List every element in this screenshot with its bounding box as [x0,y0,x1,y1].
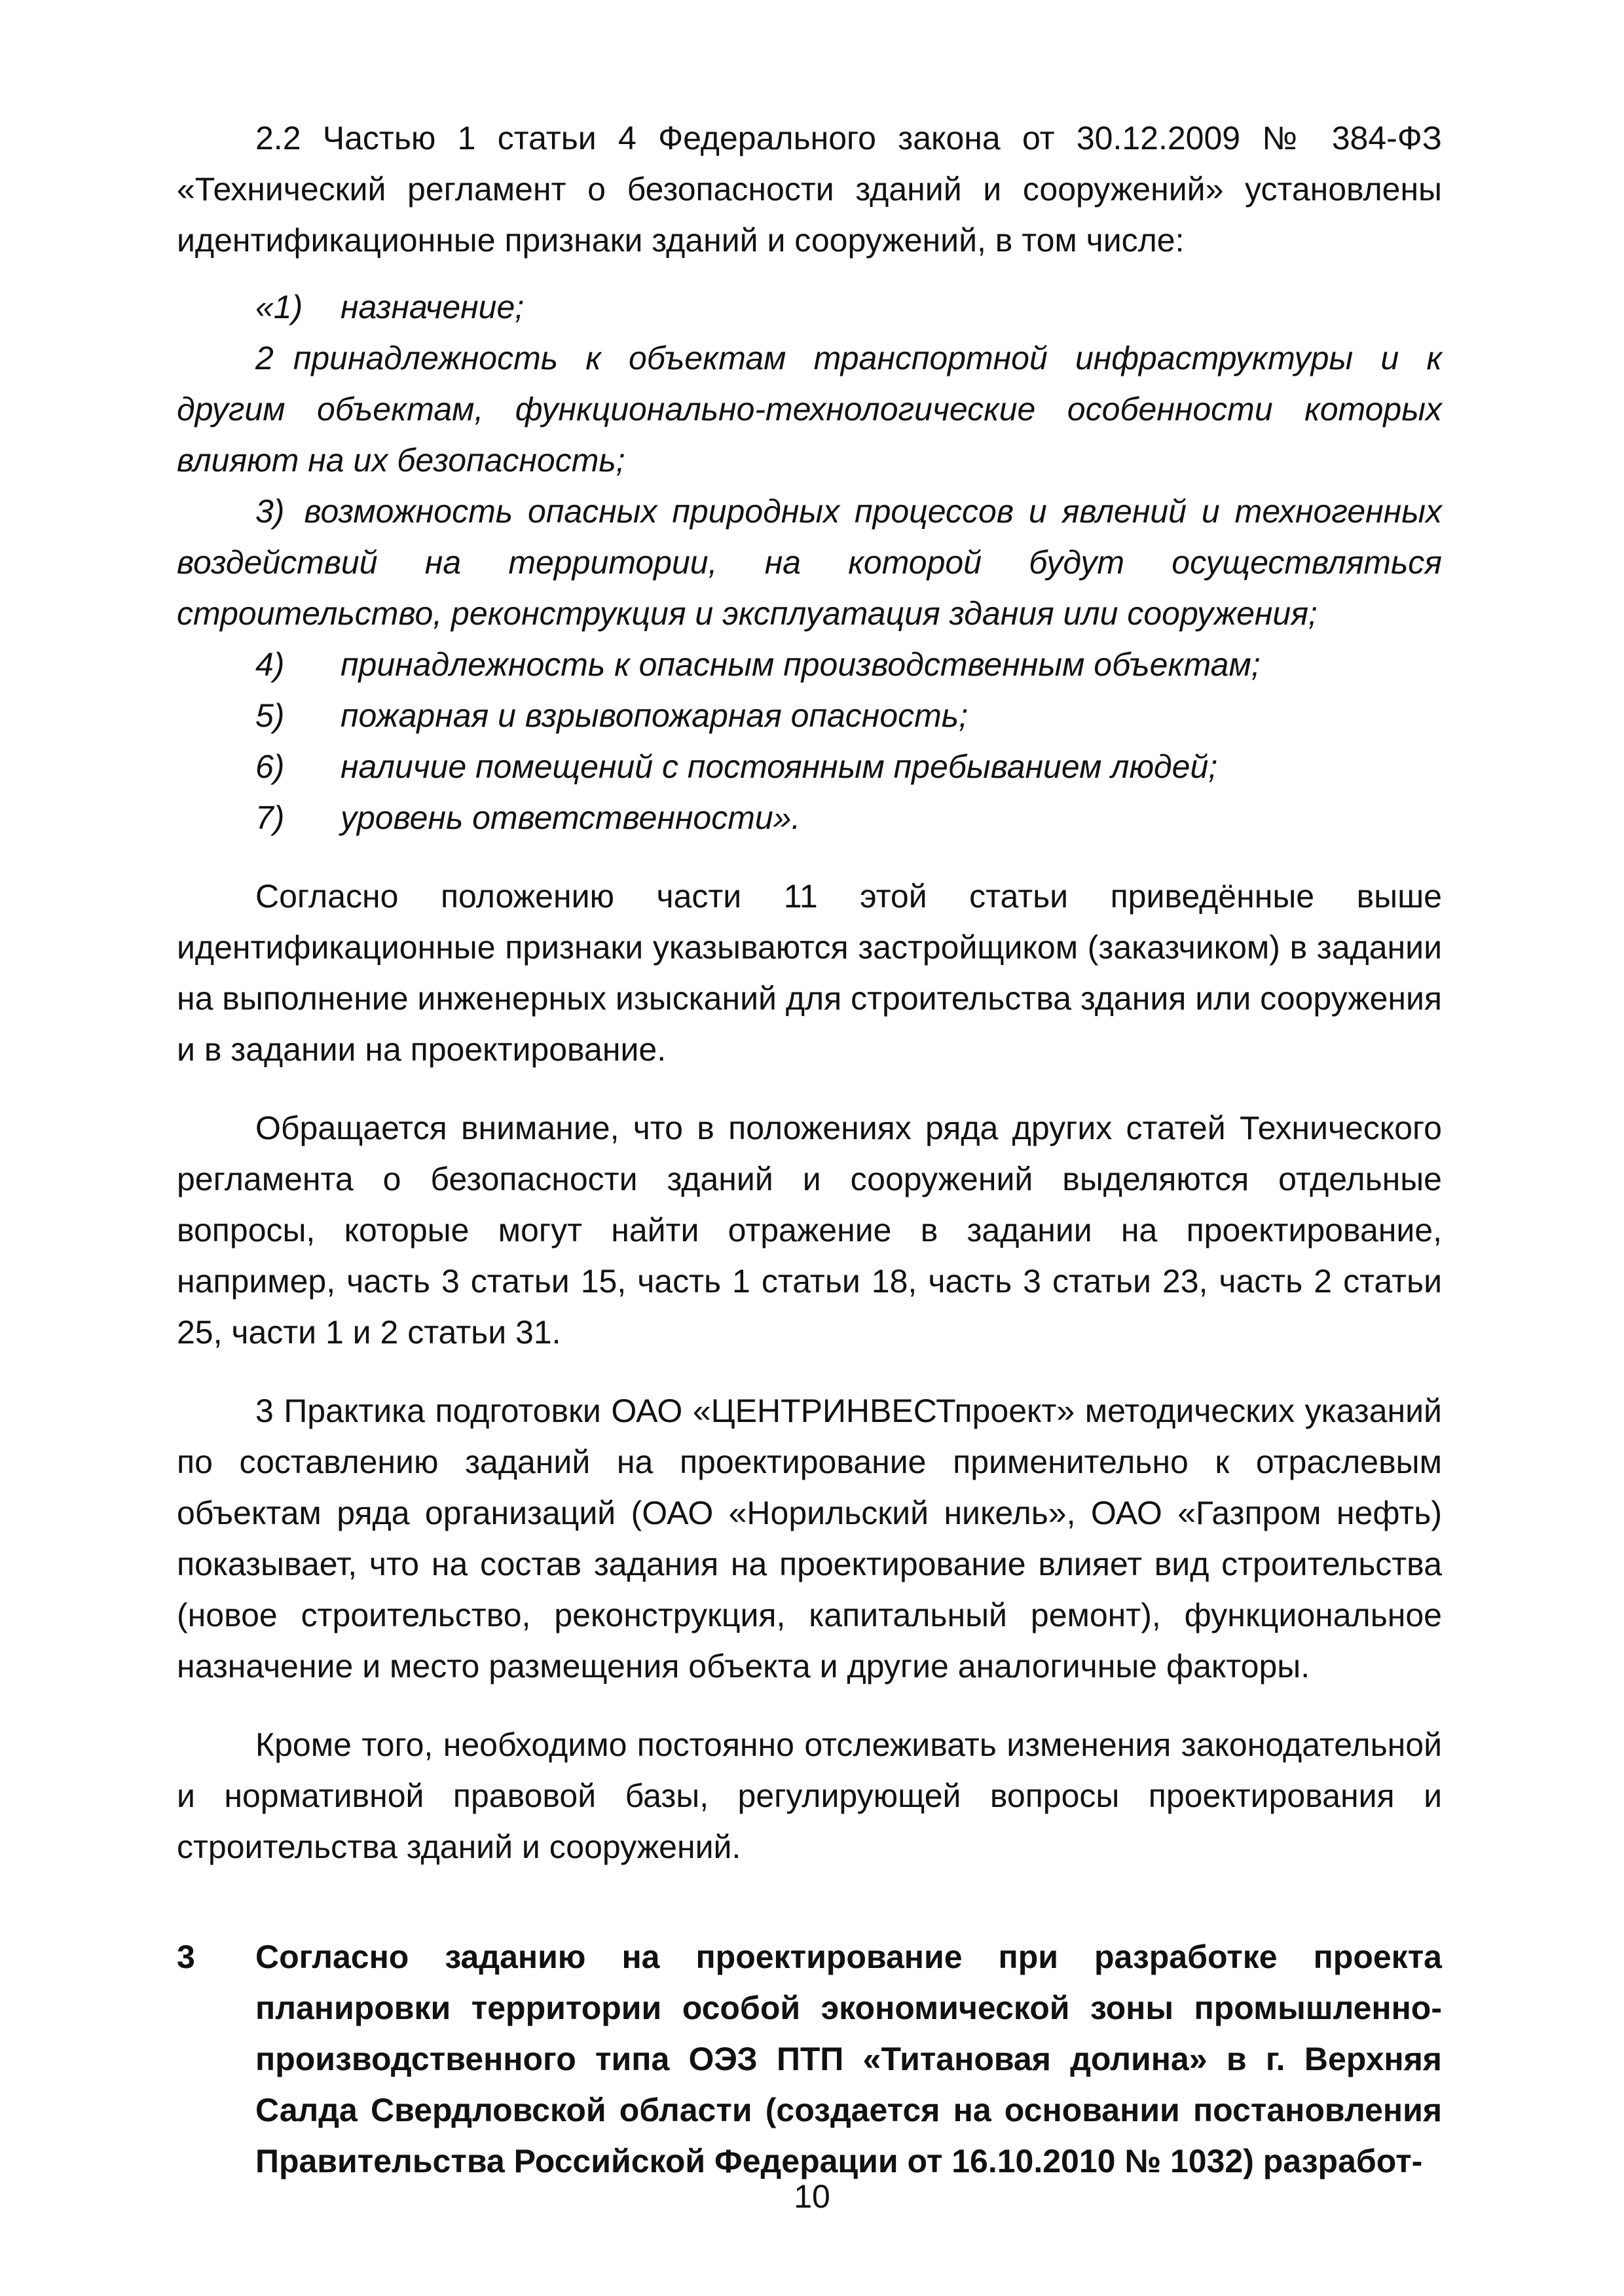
list-item [177,690,1442,741]
list-item-text: принадлежность к опасным производственным объектам; [341,646,1261,683]
paragraph-other-articles: Обращается внимание, что в положениях ряда других статей Технического регламента о безопасности зданий и сооружений выделяются отдельные вопросы, которые могут найти отражение в задании на проектирование, например, часть 3 статьи 15, часть 1 статьи 18, часть 3 статьи 23, часть 2 статьи 25, части 1 и 2 статьи 31. [177,1110,1442,1351]
section-number: 3 [177,1939,195,1975]
list-item-number: 4) [255,646,285,683]
list-item [177,486,1442,639]
paragraph-legislation-tracking: Кроме того, необходимо постоянно отслеживать изменения законодательной и нормативной правовой базы, регулирующей вопросы проектирования и строительства зданий и сооружений. [177,1726,1442,1865]
list-item [177,741,1442,792]
identification-list [177,282,1442,843]
list-item-text: возможность опасных природных процессов и явлений и техногенных воздействий на территории, на которой будут осуществляться строительство, реконструкция и эксплуатация здания или сооружения; [177,493,1442,632]
list-item [177,639,1442,690]
list-item [177,282,1442,333]
list-item-number: 2 [255,340,274,376]
list-item-number: 7) [255,799,285,836]
list-item-text: пожарная и взрывопожарная опасность; [341,697,968,734]
paragraph-identification-intro: 2.2 Частью 1 статьи 4 Федерального закона от 30.12.2009 № 384-ФЗ «Технический регламент о безопасности зданий и сооружений» установлены идентификационные признаки зданий и сооружений, в том числе: [177,120,1442,259]
list-item-text: принадлежность к объектам транспортной инфраструктуры и к другим объектам, функционально-технологические особенности которых влияют на их безопасность; [177,340,1442,479]
section-text: Согласно заданию на проектирование при разработке проекта планировки территории особой экономической зоны промышленно-производственного типа ОЭЗ ПТП «Титановая долина» в г. Верхняя Салда Свердловской области (создается на основании постановления Правительства Российской Федерации от 16.10.2010 № 1032) разработ- [255,1939,1442,2179]
list-item-text: уровень ответственности». [341,799,801,836]
section-heading [177,1931,1442,2187]
list-item [177,792,1442,843]
list-item-number: 3) [255,493,285,530]
list-item-number: 6) [255,748,285,785]
paragraph-part-11: Согласно положению части 11 этой статьи приведённые выше идентификационные признаки указываются застройщиком (заказчиком) в задании на выполнение инженерных изысканий для строительства здания или сооружения и в задании на проектирование. [177,878,1443,1068]
page-number: 10 [794,2178,830,2215]
list-item-text: наличие помещений с постоянным пребыванием людей; [341,748,1218,785]
list-item-number: «1) [255,289,303,325]
list-item-text: назначение; [341,289,525,325]
document-page [177,113,1442,2187]
list-item-number: 5) [255,697,285,734]
paragraph-practice: 3 Практика подготовки ОАО «ЦЕНТРИНВЕСТпроект» методических указаний по составлению заданий на проектирование применительно к отраслевым объектам ряда организаций (ОАО «Норильский никель», ОАО «Газпром нефть) показывает, что на состав задания на проектирование влияет вид строительства (новое строительство, реконструкция, капитальный ремонт), функциональное назначение и место размещения объекта и другие аналогичные факторы. [177,1393,1442,1685]
list-item [177,333,1442,486]
